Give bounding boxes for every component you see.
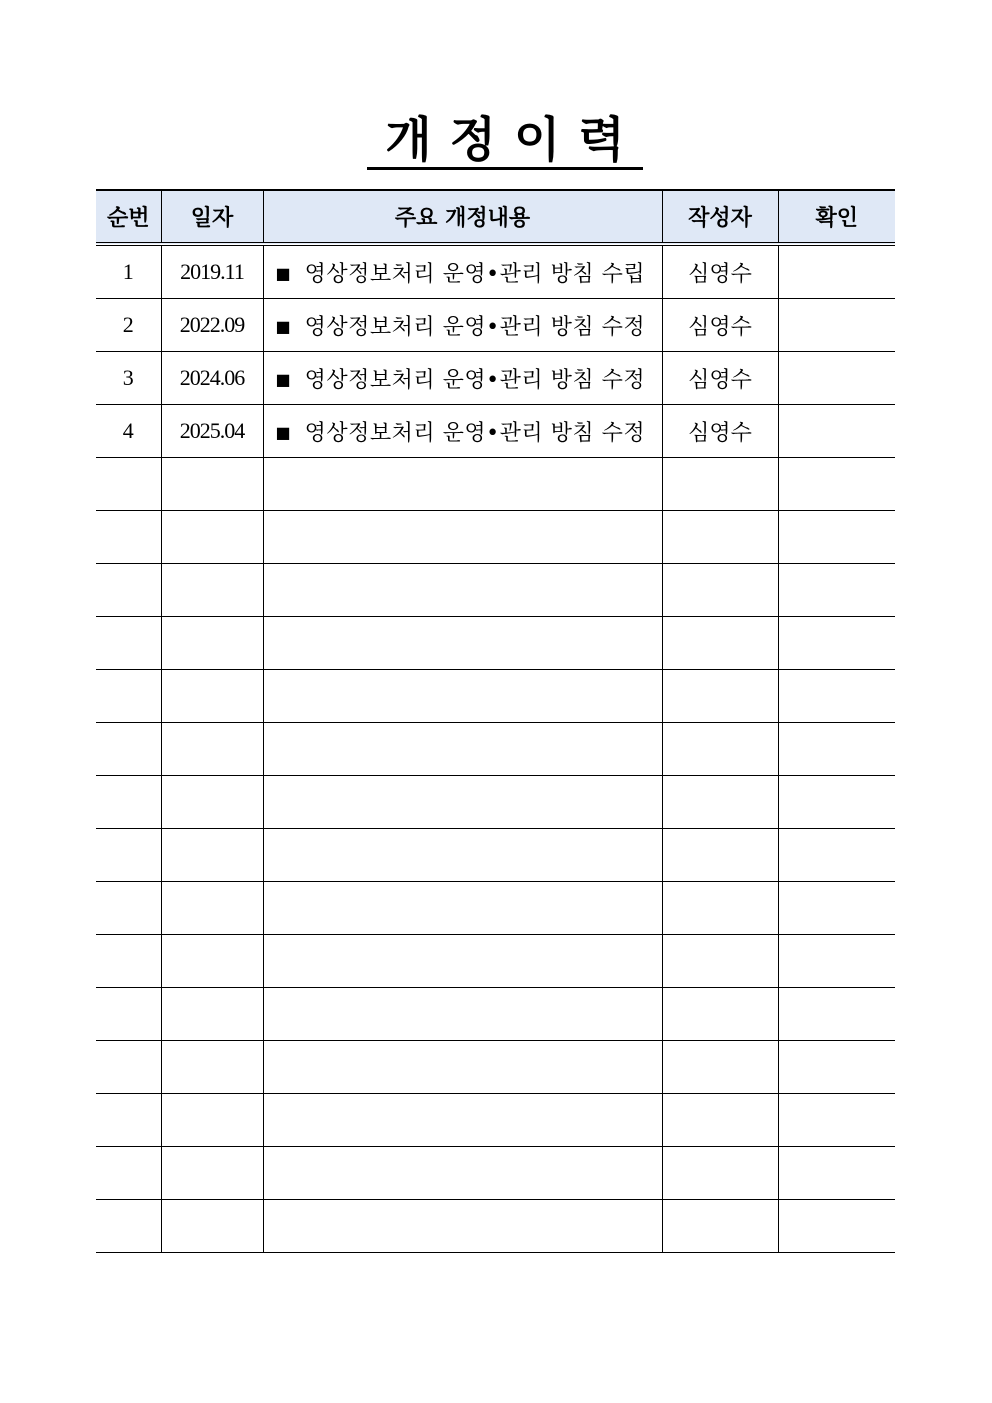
bullet-square-icon: ■: [275, 369, 291, 389]
cell-content: [263, 1147, 662, 1200]
cell-check: [778, 405, 895, 458]
cell-author: [662, 988, 778, 1041]
cell-content: [263, 935, 662, 988]
cell-author: [662, 1094, 778, 1147]
cell-no: [96, 1200, 161, 1253]
cell-date: 2019.11: [161, 244, 263, 299]
cell-author: [662, 776, 778, 829]
cell-check: [778, 1200, 895, 1253]
cell-check: [778, 829, 895, 882]
cell-check: [778, 882, 895, 935]
cell-no: [96, 1041, 161, 1094]
cell-author: 심영수: [662, 352, 778, 405]
cell-content-text: 영상정보처리 운영•관리 방침 수정: [304, 314, 646, 340]
cell-content: [263, 882, 662, 935]
cell-no: [96, 882, 161, 935]
bullet-square-icon: ■: [275, 263, 291, 283]
cell-author: 심영수: [662, 299, 778, 352]
cell-author: [662, 935, 778, 988]
cell-no: 2: [96, 299, 161, 352]
cell-content: [263, 723, 662, 776]
empty-table-row: [96, 829, 895, 882]
cell-date: [161, 988, 263, 1041]
header-no: 순번: [96, 190, 161, 244]
empty-table-row: [96, 1041, 895, 1094]
cell-check: [778, 988, 895, 1041]
table-header-row: [96, 190, 895, 244]
page-title: [0, 110, 992, 170]
cell-date: [161, 511, 263, 564]
empty-table-row: [96, 723, 895, 776]
cell-date: [161, 882, 263, 935]
cell-content-text: 영상정보처리 운영•관리 방침 수정: [304, 420, 646, 446]
cell-content: [263, 244, 662, 299]
cell-content: [263, 352, 662, 405]
cell-check: [778, 299, 895, 352]
cell-no: [96, 511, 161, 564]
cell-content: [263, 564, 662, 617]
cell-check: [778, 1041, 895, 1094]
cell-no: [96, 988, 161, 1041]
cell-author: 심영수: [662, 405, 778, 458]
cell-date: 2024.06: [161, 352, 263, 405]
cell-author: [662, 1147, 778, 1200]
cell-date: [161, 617, 263, 670]
cell-author: [662, 1200, 778, 1253]
cell-content-text: 영상정보처리 운영•관리 방침 수정: [304, 367, 646, 393]
empty-table-row: [96, 617, 895, 670]
header-date: 일자: [161, 190, 263, 244]
cell-content: [263, 1041, 662, 1094]
cell-no: [96, 458, 161, 511]
cell-no: [96, 1147, 161, 1200]
cell-check: [778, 670, 895, 723]
revision-history-table: [96, 189, 895, 1253]
empty-table-row: [96, 458, 895, 511]
cell-no: [96, 723, 161, 776]
empty-table-row: [96, 882, 895, 935]
cell-check: [778, 458, 895, 511]
cell-check: [778, 723, 895, 776]
cell-check: [778, 935, 895, 988]
cell-check: [778, 511, 895, 564]
cell-date: [161, 1200, 263, 1253]
header-check: 확인: [778, 190, 895, 244]
empty-table-row: [96, 988, 895, 1041]
cell-check: [778, 564, 895, 617]
table-row: [96, 405, 895, 458]
cell-date: [161, 1147, 263, 1200]
cell-date: [161, 564, 263, 617]
cell-date: [161, 829, 263, 882]
cell-check: [778, 1147, 895, 1200]
cell-content: [263, 1094, 662, 1147]
empty-table-row: [96, 511, 895, 564]
cell-author: [662, 829, 778, 882]
cell-author: [662, 458, 778, 511]
cell-check: [778, 776, 895, 829]
cell-date: [161, 723, 263, 776]
cell-author: [662, 723, 778, 776]
cell-no: [96, 935, 161, 988]
cell-no: [96, 829, 161, 882]
empty-table-row: [96, 776, 895, 829]
page-title-text: 개정이력: [367, 113, 642, 170]
cell-check: [778, 617, 895, 670]
table-row: [96, 352, 895, 405]
empty-table-row: [96, 1094, 895, 1147]
empty-table-row: [96, 935, 895, 988]
empty-table-row: [96, 1200, 895, 1253]
cell-author: [662, 511, 778, 564]
cell-date: 2022.09: [161, 299, 263, 352]
cell-check: [778, 244, 895, 299]
cell-no: 4: [96, 405, 161, 458]
cell-content: [263, 458, 662, 511]
cell-date: [161, 458, 263, 511]
bullet-square-icon: ■: [275, 422, 291, 442]
table-row: [96, 299, 895, 352]
empty-table-row: [96, 1147, 895, 1200]
cell-no: 3: [96, 352, 161, 405]
cell-no: [96, 776, 161, 829]
cell-no: [96, 1094, 161, 1147]
cell-check: [778, 352, 895, 405]
empty-table-row: [96, 564, 895, 617]
cell-date: [161, 935, 263, 988]
table-row: [96, 244, 895, 299]
cell-no: [96, 564, 161, 617]
cell-date: [161, 670, 263, 723]
cell-content: [263, 511, 662, 564]
cell-date: 2025.04: [161, 405, 263, 458]
cell-content-text: 영상정보처리 운영•관리 방침 수립: [304, 261, 646, 287]
cell-content: [263, 776, 662, 829]
cell-no: [96, 670, 161, 723]
empty-table-row: [96, 670, 895, 723]
cell-date: [161, 776, 263, 829]
cell-date: [161, 1094, 263, 1147]
cell-content: [263, 670, 662, 723]
cell-check: [778, 1094, 895, 1147]
cell-author: [662, 617, 778, 670]
cell-content: [263, 617, 662, 670]
cell-no: 1: [96, 244, 161, 299]
header-author: 작성자: [662, 190, 778, 244]
cell-content: [263, 829, 662, 882]
cell-content: [263, 988, 662, 1041]
cell-author: 심영수: [662, 244, 778, 299]
cell-content: [263, 299, 662, 352]
cell-author: [662, 1041, 778, 1094]
cell-content: [263, 405, 662, 458]
cell-date: [161, 1041, 263, 1094]
cell-author: [662, 564, 778, 617]
bullet-square-icon: ■: [275, 316, 291, 336]
cell-author: [662, 882, 778, 935]
cell-author: [662, 670, 778, 723]
header-content: 주요 개정내용: [263, 190, 662, 244]
cell-content: [263, 1200, 662, 1253]
cell-no: [96, 617, 161, 670]
